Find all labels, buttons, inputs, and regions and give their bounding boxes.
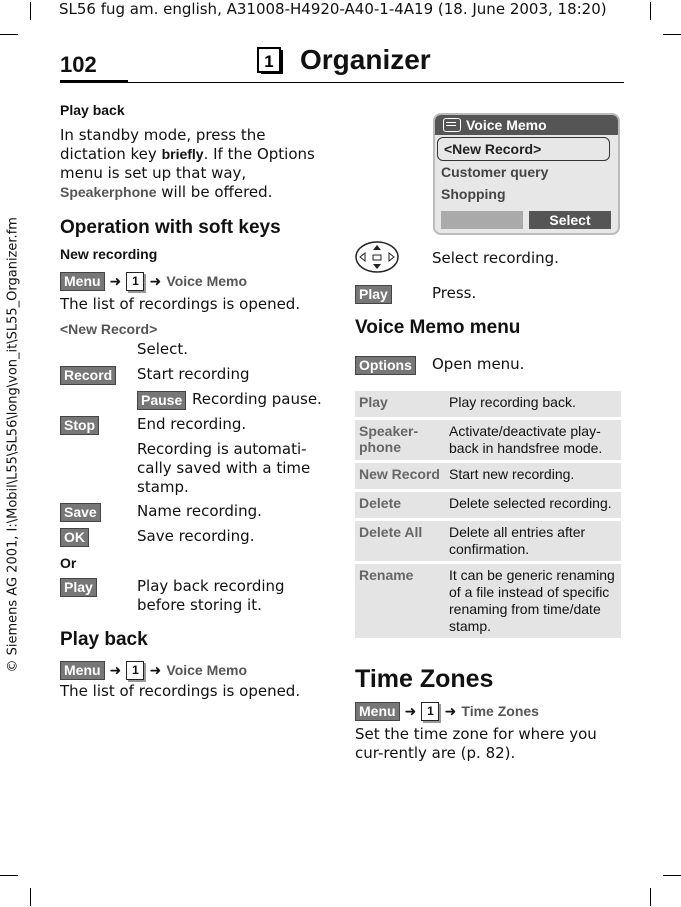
voice-memo-icon bbox=[443, 118, 461, 132]
option-description: Play recording back. bbox=[445, 391, 621, 417]
option-key: Play bbox=[355, 391, 445, 417]
arrow-icon: ➜ bbox=[109, 274, 122, 290]
crop-mark bbox=[663, 34, 681, 35]
arrow-icon: ➜ bbox=[444, 704, 457, 720]
option-key: Delete All bbox=[355, 521, 445, 561]
crop-mark bbox=[30, 888, 31, 906]
left-softkey[interactable] bbox=[441, 211, 523, 229]
option-description: Start new recording. bbox=[445, 463, 621, 489]
voice-memo-menu-heading: Voice Memo menu bbox=[355, 317, 521, 338]
time-zones-heading: Time Zones bbox=[355, 665, 494, 693]
list-opened-text-2: The list of recordings is opened. bbox=[60, 682, 301, 700]
menu-options-table bbox=[355, 388, 621, 641]
time-zones-text: Set the time zone for where you cur-rently are (p. 82). bbox=[355, 725, 597, 762]
menu-softkey[interactable]: Menu bbox=[60, 661, 105, 680]
play-softkey[interactable]: Play bbox=[60, 578, 97, 597]
list-opened-text: The list of recordings is opened. bbox=[60, 295, 301, 313]
ok-softkey[interactable]: OK bbox=[60, 528, 89, 547]
chapter-title: Organizer bbox=[300, 44, 431, 75]
select-recording-text: Select recording. bbox=[432, 249, 559, 267]
play-back-paragraph: In standby mode, press the dictation key briefly. If the Options menu is set up that way, Speakerphone will be offered. bbox=[60, 126, 315, 201]
table-row bbox=[355, 492, 621, 518]
arrow-icon: ➜ bbox=[149, 663, 162, 679]
select-softkey[interactable]: Select bbox=[529, 211, 611, 229]
play-back-heading-2: Play back bbox=[60, 629, 148, 650]
end-recording-text: End recording. bbox=[137, 415, 247, 433]
table-row bbox=[355, 564, 621, 638]
option-description: Delete all entries after confirmation. bbox=[445, 521, 621, 561]
pause-softkey[interactable]: Pause bbox=[137, 391, 186, 410]
option-key: New Record bbox=[355, 463, 445, 489]
organizer-key-icon: 1 bbox=[126, 272, 144, 291]
table-row bbox=[355, 420, 621, 460]
screen-item-shopping[interactable]: Shopping bbox=[441, 186, 506, 202]
organizer-key-icon: 1 bbox=[421, 702, 439, 721]
option-key: Rename bbox=[355, 564, 445, 638]
menu-path-2 bbox=[60, 660, 247, 680]
menu-path bbox=[60, 271, 247, 291]
svg-text:1: 1 bbox=[264, 52, 274, 71]
or-label: Or bbox=[60, 555, 77, 571]
open-menu-text: Open menu. bbox=[432, 355, 525, 373]
crop-mark bbox=[30, 2, 31, 20]
table-row bbox=[355, 391, 621, 417]
option-key: Speaker-phone bbox=[355, 420, 445, 460]
options-softkey[interactable]: Options bbox=[355, 356, 416, 375]
arrow-icon: ➜ bbox=[149, 274, 162, 290]
arrow-icon: ➜ bbox=[404, 704, 417, 720]
press-text: Press. bbox=[432, 284, 477, 302]
save-softkey[interactable]: Save bbox=[60, 503, 101, 522]
crop-mark bbox=[663, 875, 681, 876]
table-row bbox=[355, 521, 621, 561]
new-recording-heading: New recording bbox=[60, 246, 158, 262]
screen-title: Voice Memo bbox=[466, 117, 547, 133]
option-key: Delete bbox=[355, 492, 445, 518]
phone-screen bbox=[433, 113, 620, 235]
stop-softkey[interactable]: Stop bbox=[60, 416, 99, 435]
name-recording-text: Name recording. bbox=[137, 502, 262, 520]
time-zones-path bbox=[355, 701, 539, 721]
option-description: Delete selected recording. bbox=[445, 492, 621, 518]
record-softkey[interactable]: Record bbox=[60, 366, 116, 385]
play-softkey[interactable]: Play bbox=[355, 285, 392, 304]
voice-memo-path: Voice Memo bbox=[166, 273, 248, 289]
header-rule bbox=[60, 80, 128, 83]
menu-softkey[interactable]: Menu bbox=[60, 272, 105, 291]
crop-mark bbox=[0, 34, 18, 35]
option-description: It can be generic renaming of a file instead of specific renaming from time/date stamp. bbox=[445, 564, 621, 638]
header-rule bbox=[128, 82, 624, 83]
side-copyright: © Siemens AG 2001, I:\Mobil\L55\SL56\long\von_it\SL55_Organizer.fm bbox=[5, 217, 21, 673]
table-row bbox=[355, 463, 621, 489]
new-record-label: <New Record> bbox=[60, 321, 158, 337]
organizer-chapter-icon bbox=[257, 47, 287, 77]
print-header: SL56 fug am. english, A31008-H4920-A40-1-4A19 (18. June 2003, 18:20) bbox=[59, 0, 607, 18]
start-recording-text: Start recording bbox=[137, 365, 250, 383]
select-text: Select. bbox=[137, 340, 189, 358]
play-back-heading: Play back bbox=[60, 102, 125, 118]
crop-mark bbox=[0, 875, 18, 876]
screen-item-customer-query[interactable]: Customer query bbox=[441, 164, 549, 180]
crop-mark bbox=[650, 888, 651, 906]
menu-softkey[interactable]: Menu bbox=[355, 702, 400, 721]
option-description: Activate/deactivate play-back in handsfree mode. bbox=[445, 420, 621, 460]
crop-mark bbox=[650, 2, 651, 20]
auto-saved-text: Recording is automati-cally saved with a time stamp. bbox=[137, 440, 311, 496]
navigation-key-icon bbox=[354, 240, 400, 278]
organizer-key-icon: 1 bbox=[126, 661, 144, 680]
soft-keys-heading: Operation with soft keys bbox=[60, 217, 281, 238]
save-recording-text: Save recording. bbox=[137, 527, 255, 545]
screen-title-bar bbox=[435, 115, 618, 135]
recording-pause-text: Recording pause. bbox=[192, 390, 322, 408]
time-zones-path-label: Time Zones bbox=[461, 703, 539, 719]
screen-item-new-record[interactable]: <New Record> bbox=[437, 137, 610, 161]
page-number: 102 bbox=[60, 52, 97, 77]
arrow-icon: ➜ bbox=[109, 663, 122, 679]
play-back-before-text: Play back recording before storing it. bbox=[137, 577, 285, 614]
voice-memo-path: Voice Memo bbox=[166, 662, 248, 678]
